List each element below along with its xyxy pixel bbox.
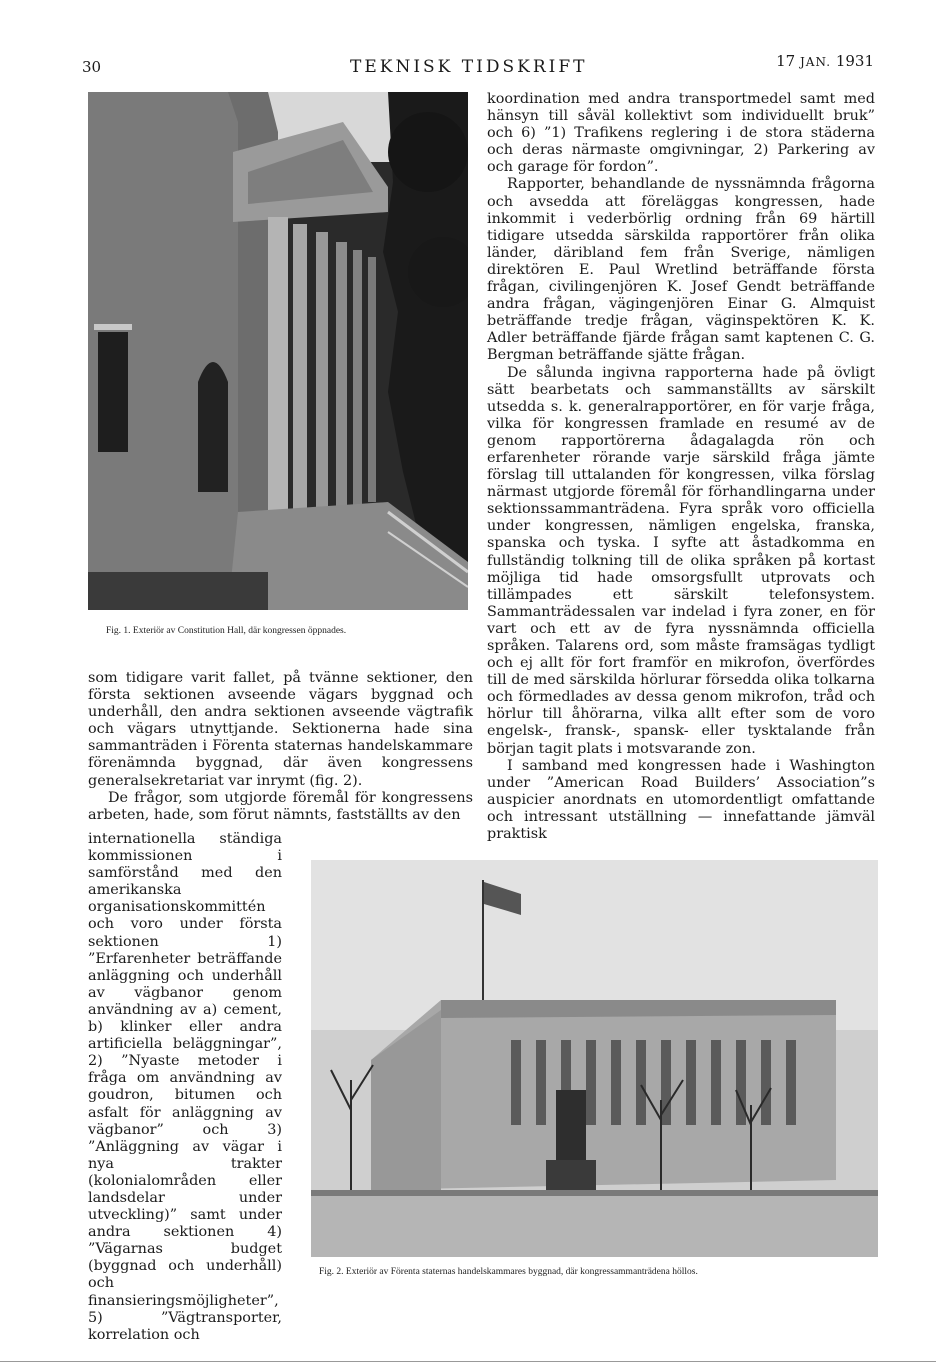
figure-2-photo bbox=[311, 860, 878, 1257]
page-number: 30 bbox=[82, 58, 102, 76]
figure-1-photo bbox=[88, 92, 468, 610]
date-month: JAN. bbox=[800, 55, 832, 69]
left-column-narrow bbox=[88, 831, 282, 1344]
page-edge bbox=[0, 1361, 936, 1362]
date-day: 17 bbox=[776, 52, 796, 70]
left-column-upper bbox=[88, 670, 473, 824]
paragraph: De sålunda ingivna rapporterna hade på övligt sätt bearbetats och sammanställts av särskilt utsedda s. k. generalrapportörer, en för varje fråga, vilka för kongressen framlade en resumé av de genom rapportörerna ådagalagda rön och erfarenheter rörande varje särskild fråga jämte förslag till uttalanden för kongressen, vilka förslag närmast utgjorde föremål för förhandlingarna under sektionssammanträdena. Fyra språk voro officiella under kongressen, nämligen engelska, franska, spanska och tyska. I syfte att åstadkomma en fullständig tolkning till de olika språken på kortast möjliga tid hade omsorgsfullt utprovats och tillämpades ett särskilt telefonsystem. Sammanträdessalen var indelad i fyra zoner, en för vart och ett av de fyra nyssnämnda officiella språken. Talarens ord, som måste framsägas tydligt och ej allt för fort framför en mikrofon, överfördes till de med särskilda hörlurar försedda olika tolkarna och förmedlades av dessa genom mikrofon, tråd och hörlur till åhörarna, vilka allt efter som de voro engelsk-, fransk-, spansk- eller tysktalande från början tagit plats i motsvarande zon. bbox=[487, 364, 875, 757]
paragraph: som tidigare varit fallet, på tvänne sektioner, den första sektionen avseende vägars byggnad och underhåll, den andra sektionen avseende vägtrafik och vägars utnyttjande. Sektionerna hade sina sammanträden i Förenta staternas handelskammare förenämnda byggnad, där även kongressens generalsekretariat var inrymt (fig. 2). bbox=[88, 670, 473, 789]
issue-date bbox=[776, 52, 874, 70]
paragraph: I samband med kongressen hade i Washington under ”American Road Builders’ Association”s auspicier anordnats en utomordentligt omfattande och intressant utställning — innefattande jämväl praktisk bbox=[487, 757, 875, 843]
right-column bbox=[487, 91, 875, 843]
date-year: 1931 bbox=[835, 52, 874, 70]
paragraph: internationella ständiga kommissionen i samförstånd med den amerikanska organisationskommittén och voro under första sektionen 1) ”Erfarenheter beträffande anläggning och underhåll av vägbanor genom användning av a) cement, b) klinker eller andra artificiella beläggningar”, 2) ”Nyaste metoder i fråga om användning av goudron, bitumen och asfalt för anläggning av vägbanor” och 3) ”Anläggning av vägar i nya trakter (kolonialområden eller landsdelar under utveckling)” samt under andra sektionen 4) ”Vägarnas budget (byggnad och underhåll) och finansieringsmöjligheter”, 5) ”Vägtransporter, korrelation och bbox=[88, 831, 282, 1343]
paragraph: koordination med andra transportmedel samt med hänsyn till såväl kollektivt som individuellt bruk” och 6) ”1) Trafikens reglering i de stora städerna och deras närmaste omgivningar, 2) Parkering av och garage för fordon”. bbox=[487, 91, 875, 176]
paragraph: Rapporter, behandlande de nyssnämnda frågorna och avsedda att föreläggas kongressen, hade inkommit i vederbörlig ordning från 69 härtill tidigare utsedda särskilda rapportörer från olika länder, däribland fem från Sverige, nämligen direktören E. Paul Wretlind beträffande första frågan, civilingenjören K. Josef Gendt beträffande andra frågan, vägingenjören Einar G. Almquist beträffande tredje frågan, väginspektören K. K. Adler beträffande fjärde frågan samt kaptenen C. G. Bergman beträffande sjätte frågan. bbox=[487, 176, 875, 364]
journal-title: TEKNISK TIDSKRIFT bbox=[350, 57, 588, 77]
paragraph: De frågor, som utgjorde föremål för kongressens arbeten, hade, som förut nämnts, fastställts av den bbox=[88, 789, 473, 823]
figure-2-caption: Fig. 2. Exteriör av Förenta staternas handelskammares byggnad, där kongressammanträdena höllos. bbox=[319, 1267, 698, 1277]
figure-1-caption: Fig. 1. Exteriör av Constitution Hall, där kongressen öppnades. bbox=[106, 626, 347, 636]
